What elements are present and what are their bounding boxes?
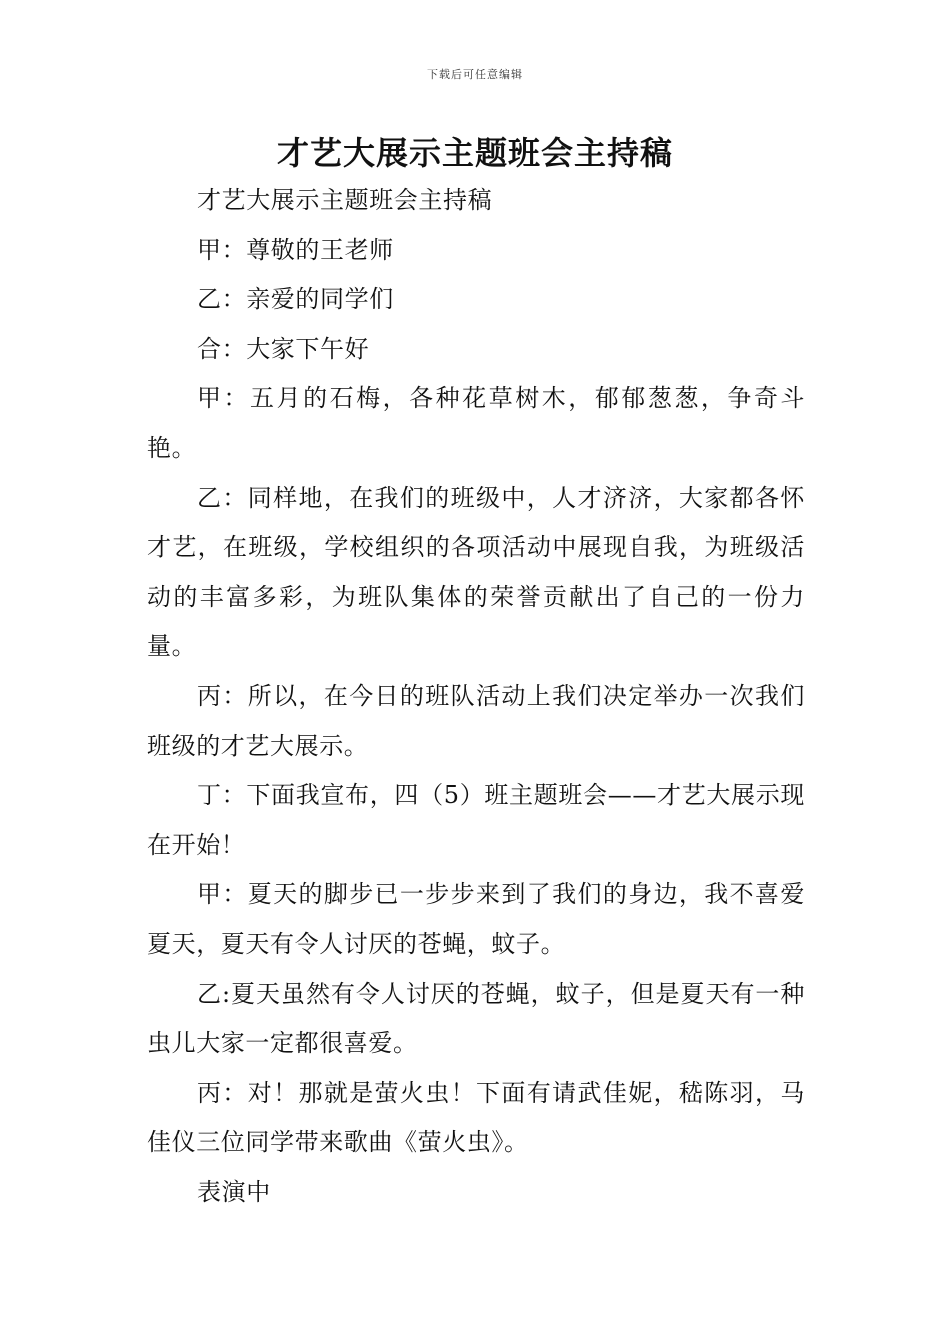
paragraph: 乙：同样地，在我们的班级中，人才济济，大家都各怀才艺，在班级，学校组织的各项活动中展现自我，为班级活动的丰富多彩，为班队集体的荣誉贡献出了自己的一份力量。 bbox=[147, 483, 805, 661]
document-body bbox=[147, 176, 805, 1217]
paragraph: 合：大家下午好 bbox=[197, 334, 370, 363]
paragraph: 甲：夏天的脚步已一步步来到了我们的身边，我不喜爱夏天，夏天有令人讨厌的苍蝇，蚊子。 bbox=[147, 880, 805, 958]
paragraph: 乙：亲爱的同学们 bbox=[197, 285, 394, 314]
paragraph: 丁：下面我宣布，四（5）班主题班会——才艺大展示现在开始！ bbox=[147, 781, 805, 859]
paragraph: 甲：尊敬的王老师 bbox=[197, 235, 394, 264]
paragraph: 甲：五月的石梅，各种花草树木，郁郁葱葱，争奇斗艳。 bbox=[147, 384, 805, 462]
paragraph: 丙：对！那就是萤火虫！下面有请武佳妮，嵇陈羽，马佳仪三位同学带来歌曲《萤火虫》。 bbox=[147, 1078, 805, 1157]
paragraph: 表演中 bbox=[197, 1177, 271, 1206]
paragraph: 才艺大展示主题班会主持稿 bbox=[197, 186, 493, 214]
header-note: 下载后可任意编辑 bbox=[427, 68, 523, 81]
paragraph: 丙：所以，在今日的班队活动上我们决定举办一次我们班级的才艺大展示。 bbox=[147, 681, 805, 760]
paragraph: 乙:夏天虽然有令人讨厌的苍蝇，蚊子，但是夏天有一种虫儿大家一定都很喜爱。 bbox=[147, 979, 805, 1058]
document-title: 才艺大展示主题班会主持稿 bbox=[276, 134, 673, 172]
